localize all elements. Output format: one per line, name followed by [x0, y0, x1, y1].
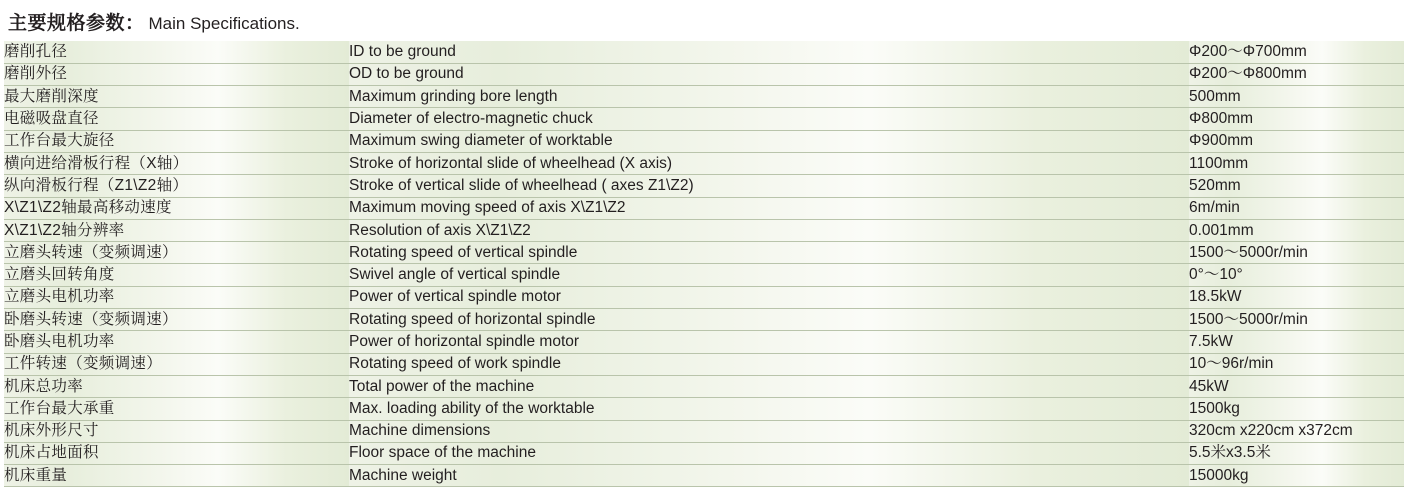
spec-value: 6m/min	[1189, 197, 1404, 219]
spec-name-cn: X\Z1\Z2轴分辨率	[4, 219, 349, 241]
table-row	[4, 286, 1404, 308]
table-row	[4, 442, 1404, 464]
table-row	[4, 152, 1404, 174]
spec-name-cn: 工作台最大旋径	[4, 130, 349, 152]
spec-name-cn: 工作台最大承重	[4, 398, 349, 420]
table-row	[4, 219, 1404, 241]
page-title-chinese: 主要规格参数：	[8, 13, 145, 34]
spec-name-cn: 机床外形尺寸	[4, 420, 349, 442]
spec-name-cn: 磨削外径	[4, 63, 349, 85]
spec-name-en: Machine dimensions	[349, 420, 1189, 442]
spec-value: 1500～5000r/min	[1189, 242, 1404, 264]
spec-name-cn: 电磁吸盘直径	[4, 108, 349, 130]
spec-name-en: Maximum moving speed of axis X\Z1\Z2	[349, 197, 1189, 219]
spec-name-cn: 卧磨头转速（变频调速）	[4, 309, 349, 331]
spec-name-cn: 横向进给滑板行程（X轴）	[4, 152, 349, 174]
spec-name-cn: 卧磨头电机功率	[4, 331, 349, 353]
spec-value: 15000kg	[1189, 465, 1404, 487]
table-row	[4, 264, 1404, 286]
table-row	[4, 197, 1404, 219]
spec-name-en: OD to be ground	[349, 63, 1189, 85]
table-row	[4, 353, 1404, 375]
spec-name-cn: X\Z1\Z2轴最高移动速度	[4, 197, 349, 219]
spec-name-en: Stroke of horizontal slide of wheelhead (X axis)	[349, 152, 1189, 174]
table-row	[4, 130, 1404, 152]
table-row	[4, 465, 1404, 487]
spec-name-en: Rotating speed of work spindle	[349, 353, 1189, 375]
spec-name-en: Power of vertical spindle motor	[349, 286, 1189, 308]
page-title	[0, 0, 1408, 41]
spec-value: 1100mm	[1189, 152, 1404, 174]
spec-value: 18.5kW	[1189, 286, 1404, 308]
spec-name-en: Maximum swing diameter of worktable	[349, 130, 1189, 152]
spec-value: 320cm x220cm x372cm	[1189, 420, 1404, 442]
spec-value: 520mm	[1189, 175, 1404, 197]
spec-value: 1500kg	[1189, 398, 1404, 420]
spec-name-cn: 磨削孔径	[4, 41, 349, 63]
table-row	[4, 242, 1404, 264]
table-row	[4, 309, 1404, 331]
spec-name-en: Maximum grinding bore length	[349, 86, 1189, 108]
spec-name-en: Power of horizontal spindle motor	[349, 331, 1189, 353]
spec-value: Φ800mm	[1189, 108, 1404, 130]
spec-name-en: Resolution of axis X\Z1\Z2	[349, 219, 1189, 241]
table-row	[4, 86, 1404, 108]
table-row	[4, 398, 1404, 420]
table-row	[4, 41, 1404, 63]
specifications-table	[4, 41, 1404, 487]
spec-name-cn: 立磨头电机功率	[4, 286, 349, 308]
spec-value: 7.5kW	[1189, 331, 1404, 353]
spec-name-en: Machine weight	[349, 465, 1189, 487]
spec-name-cn: 机床总功率	[4, 375, 349, 397]
spec-value: 500mm	[1189, 86, 1404, 108]
spec-name-en: Rotating speed of horizontal spindle	[349, 309, 1189, 331]
spec-name-en: ID to be ground	[349, 41, 1189, 63]
table-row	[4, 420, 1404, 442]
spec-name-cn: 工件转速（变频调速）	[4, 353, 349, 375]
spec-value: 5.5米x3.5米	[1189, 442, 1404, 464]
page-title-english: Main Specifications.	[148, 14, 300, 33]
spec-value: Φ200～Φ800mm	[1189, 63, 1404, 85]
spec-value: 0°～10°	[1189, 264, 1404, 286]
spec-name-cn: 机床重量	[4, 465, 349, 487]
spec-value: 0.001mm	[1189, 219, 1404, 241]
spec-name-en: Swivel angle of vertical spindle	[349, 264, 1189, 286]
spec-value: 45kW	[1189, 375, 1404, 397]
spec-name-cn: 最大磨削深度	[4, 86, 349, 108]
spec-name-cn: 立磨头回转角度	[4, 264, 349, 286]
spec-value: Φ200～Φ700mm	[1189, 41, 1404, 63]
spec-name-en: Stroke of vertical slide of wheelhead ( axes Z1\Z2)	[349, 175, 1189, 197]
spec-name-en: Diameter of electro-magnetic chuck	[349, 108, 1189, 130]
spec-name-cn: 纵向滑板行程（Z1\Z2轴）	[4, 175, 349, 197]
table-row	[4, 331, 1404, 353]
spec-value: 10～96r/min	[1189, 353, 1404, 375]
spec-name-en: Max. loading ability of the worktable	[349, 398, 1189, 420]
spec-name-cn: 立磨头转速（变频调速）	[4, 242, 349, 264]
table-row	[4, 63, 1404, 85]
table-row	[4, 375, 1404, 397]
spec-name-en: Total power of the machine	[349, 375, 1189, 397]
spec-name-cn: 机床占地面积	[4, 442, 349, 464]
table-row	[4, 175, 1404, 197]
spec-value: Φ900mm	[1189, 130, 1404, 152]
spec-value: 1500～5000r/min	[1189, 309, 1404, 331]
specifications-table-body	[4, 41, 1404, 487]
spec-name-en: Floor space of the machine	[349, 442, 1189, 464]
spec-name-en: Rotating speed of vertical spindle	[349, 242, 1189, 264]
table-row	[4, 108, 1404, 130]
